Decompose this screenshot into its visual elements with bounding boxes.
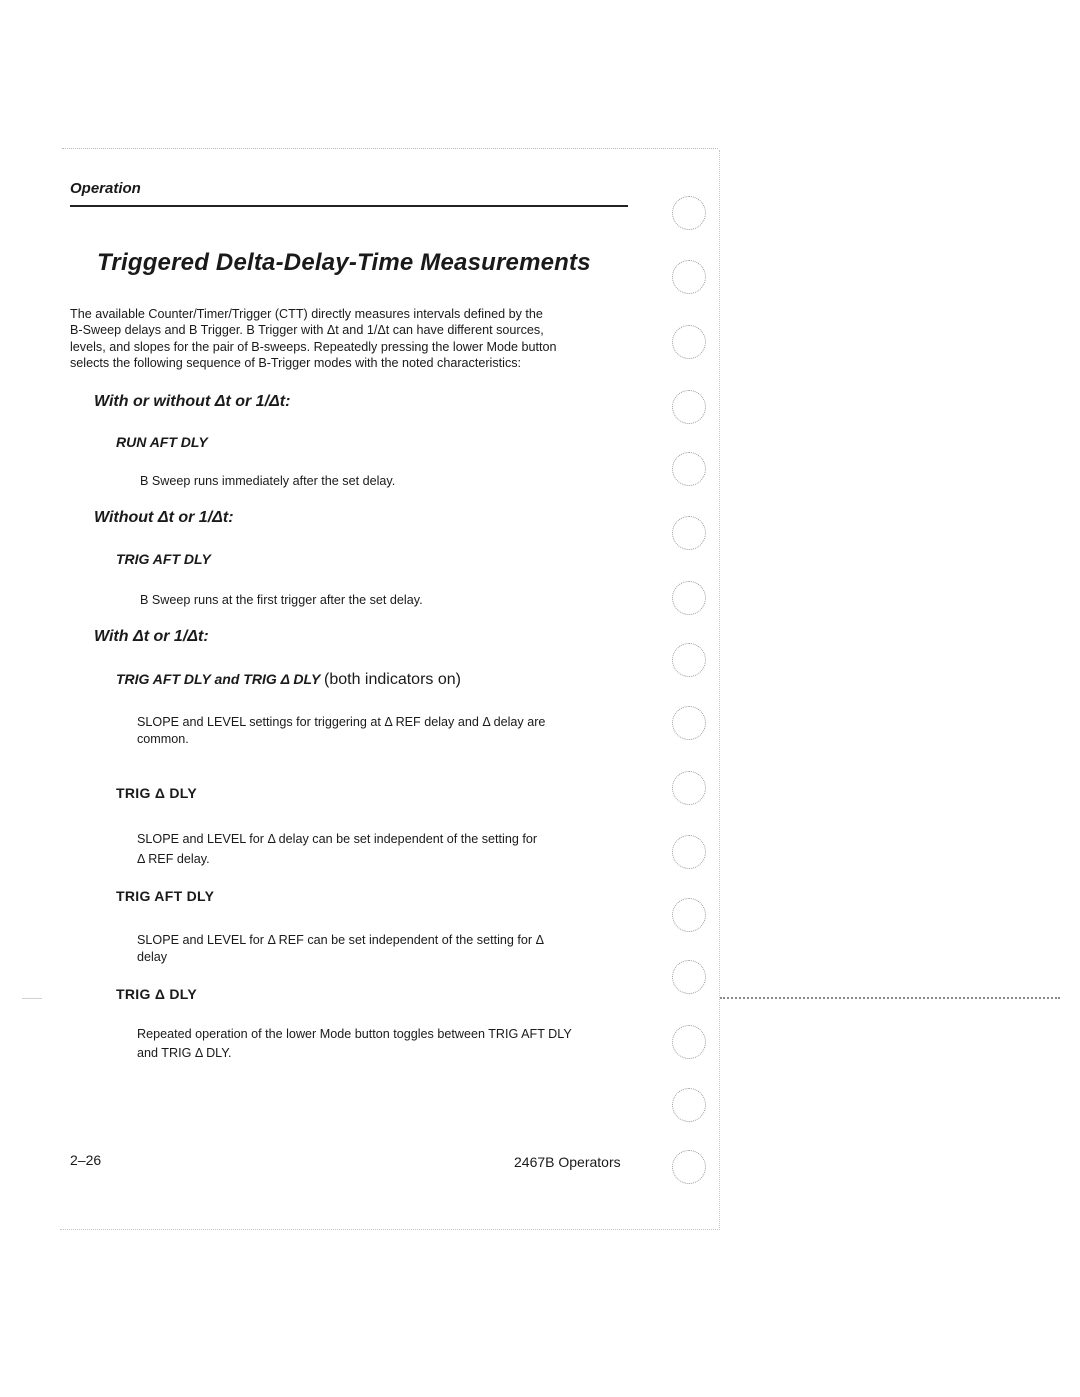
binder-hole <box>672 516 706 550</box>
mode-heading: TRIG AFT DLY <box>116 888 215 904</box>
description-line: common. <box>137 732 189 746</box>
binder-hole <box>672 325 706 359</box>
section-heading: Without Δt or 1/Δt: <box>94 509 234 526</box>
intro-paragraph <box>70 306 630 372</box>
description-line: Repeated operation of the lower Mode button toggles between TRIG AFT DLY <box>137 1027 572 1041</box>
binder-hole <box>672 390 706 424</box>
mode-description: B Sweep runs at the first trigger after the set delay. <box>140 593 423 607</box>
binder-edge <box>719 150 720 1230</box>
mode-heading: TRIG Δ DLY <box>116 986 197 1002</box>
description-line: SLOPE and LEVEL settings for triggering at Δ REF delay and Δ delay are <box>137 715 546 729</box>
intro-line: B-Sweep delays and B Trigger. B Trigger with Δt and 1/Δt can have different sources, <box>70 323 544 338</box>
mode-description <box>137 829 637 869</box>
binder-hole <box>672 771 706 805</box>
intro-line: The available Counter/Timer/Trigger (CTT) directly measures intervals defined by the <box>70 307 543 321</box>
mode-description <box>137 714 637 748</box>
binder-hole <box>672 581 706 615</box>
page-number: 2–26 <box>70 1152 102 1168</box>
description-line: Δ REF delay. <box>137 852 210 866</box>
binder-hole <box>672 835 706 869</box>
description-line: and TRIG Δ DLY. <box>137 1046 232 1060</box>
page-title: Triggered Delta-Delay-Time Measurements <box>97 249 591 276</box>
running-head: Operation <box>70 180 141 197</box>
manual-title: 2467B Operators <box>514 1154 621 1170</box>
mode-heading: RUN AFT DLY <box>116 434 208 450</box>
binder-hole <box>672 898 706 932</box>
mode-heading-note: (both indicators on) <box>324 671 461 688</box>
description-line: SLOPE and LEVEL for Δ delay can be set independent of the setting for <box>137 832 538 846</box>
binder-hole <box>672 643 706 677</box>
mode-heading: TRIG Δ DLY <box>116 785 197 801</box>
margin-rule <box>720 997 1060 999</box>
binder-hole <box>672 196 706 230</box>
header-rule <box>70 205 628 207</box>
margin-tick <box>22 998 42 999</box>
binder-hole <box>672 260 706 294</box>
mode-description <box>137 1025 647 1063</box>
description-line: SLOPE and LEVEL for Δ REF can be set independent of the setting for Δ <box>137 933 545 947</box>
binder-hole <box>672 1088 706 1122</box>
intro-line: levels, and slopes for the pair of B-sweeps. Repeatedly pressing the lower Mode button <box>70 339 557 354</box>
binder-hole <box>672 960 706 994</box>
page-edge-top <box>62 148 718 149</box>
description-line: delay <box>137 950 168 964</box>
mode-description <box>137 932 637 966</box>
mode-heading: TRIG AFT DLY <box>116 551 211 567</box>
section-heading: With Δt or 1/Δt: <box>94 628 209 645</box>
mode-heading <box>116 671 461 689</box>
page-edge-bottom <box>60 1229 720 1230</box>
binder-hole <box>672 452 706 486</box>
mode-heading-main: TRIG AFT DLY and TRIG Δ DLY <box>116 671 321 687</box>
intro-line: selects the following sequence of B-Trigger modes with the noted characteristics: <box>70 356 522 371</box>
binder-hole <box>672 706 706 740</box>
section-heading: With or without Δt or 1/Δt: <box>94 393 291 410</box>
binder-hole <box>672 1025 706 1059</box>
binder-hole <box>672 1150 706 1184</box>
mode-description: B Sweep runs immediately after the set delay. <box>140 474 396 488</box>
